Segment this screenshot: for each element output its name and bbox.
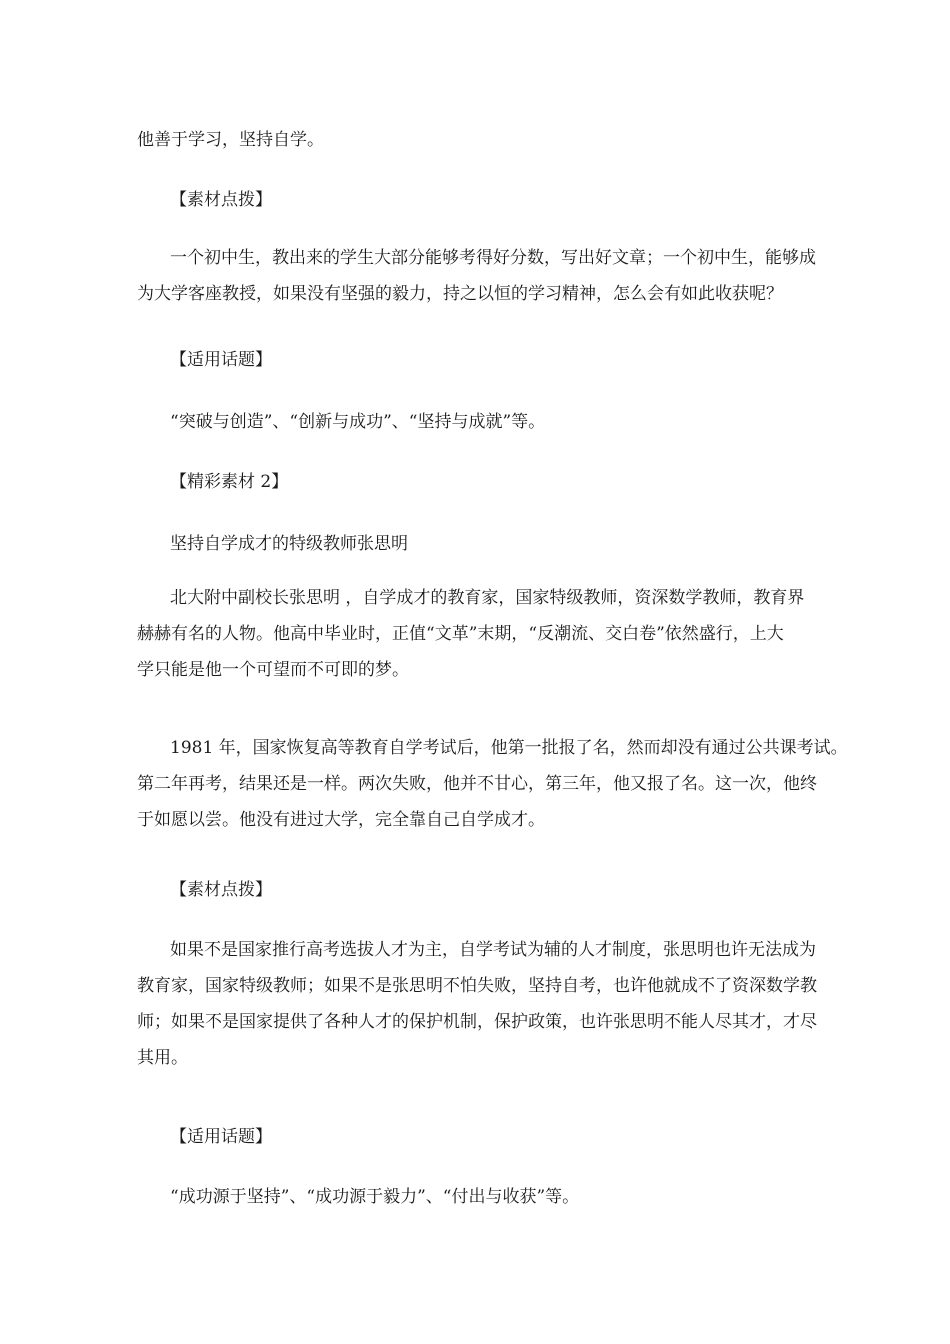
paragraph-line: 教育家，国家特级教师；如果不是张思明不怕失败，坚持自考，也许他就成不了资深数学教 bbox=[137, 976, 817, 996]
tip-paragraph bbox=[137, 932, 837, 1076]
topics-line: “突破与创造”、“创新与成功”、“坚持与成就”等。 bbox=[170, 412, 546, 432]
paragraph-line: 第二年再考，结果还是一样。两次失败，他并不甘心，第三年，他又报了名。这一次，他终 bbox=[137, 774, 817, 794]
material-title: 坚持自学成才的特级教师张思明 bbox=[170, 534, 408, 554]
topics-line: “成功源于坚持”、“成功源于毅力”、“付出与收获”等。 bbox=[170, 1187, 580, 1207]
material-paragraph bbox=[137, 580, 837, 688]
material-paragraph bbox=[137, 730, 848, 838]
paragraph-line: 赫赫有名的人物。他高中毕业时，正值“文革”末期，“反潮流、交白卷”依然盛行，上大 bbox=[137, 624, 784, 644]
tip-paragraph bbox=[137, 240, 837, 312]
continuation-line: 他善于学习，坚持自学。 bbox=[137, 130, 324, 150]
paragraph-line: 学只能是他一个可望而不可即的梦。 bbox=[137, 660, 409, 680]
section-heading-material-tip: 【素材点拨】 bbox=[170, 880, 272, 900]
paragraph-line: 如果不是国家推行高考选拔人才为主，自学考试为辅的人才制度，张思明也许无法成为 bbox=[170, 940, 816, 960]
section-heading-applicable-topics: 【适用话题】 bbox=[170, 1127, 272, 1147]
paragraph-line: 师；如果不是国家提供了各种人才的保护机制，保护政策，也许张思明不能人尽其才，才尽 bbox=[137, 1012, 817, 1032]
section-heading-material-tip: 【素材点拨】 bbox=[170, 190, 272, 210]
paragraph-line: 于如愿以尝。他没有进过大学，完全靠自己自学成才。 bbox=[137, 810, 545, 830]
section-heading-applicable-topics: 【适用话题】 bbox=[170, 350, 272, 370]
section-heading-featured-material: 【精彩素材 2】 bbox=[170, 472, 289, 492]
paragraph-line: 1981 年，国家恢复高等教育自学考试后，他第一批报了名，然而却没有通过公共课考试。 bbox=[170, 738, 848, 758]
paragraph-line: 一个初中生，教出来的学生大部分能够考得好分数，写出好文章；一个初中生，能够成 bbox=[170, 248, 816, 268]
paragraph-line: 北大附中副校长张思明 ，自学成才的教育家，国家特级教师，资深数学教师，教育界 bbox=[170, 588, 805, 608]
paragraph-line: 为大学客座教授，如果没有坚强的毅力，持之以恒的学习精神，怎么会有如此收获呢？ bbox=[137, 284, 783, 304]
paragraph-line: 其用。 bbox=[137, 1048, 188, 1068]
